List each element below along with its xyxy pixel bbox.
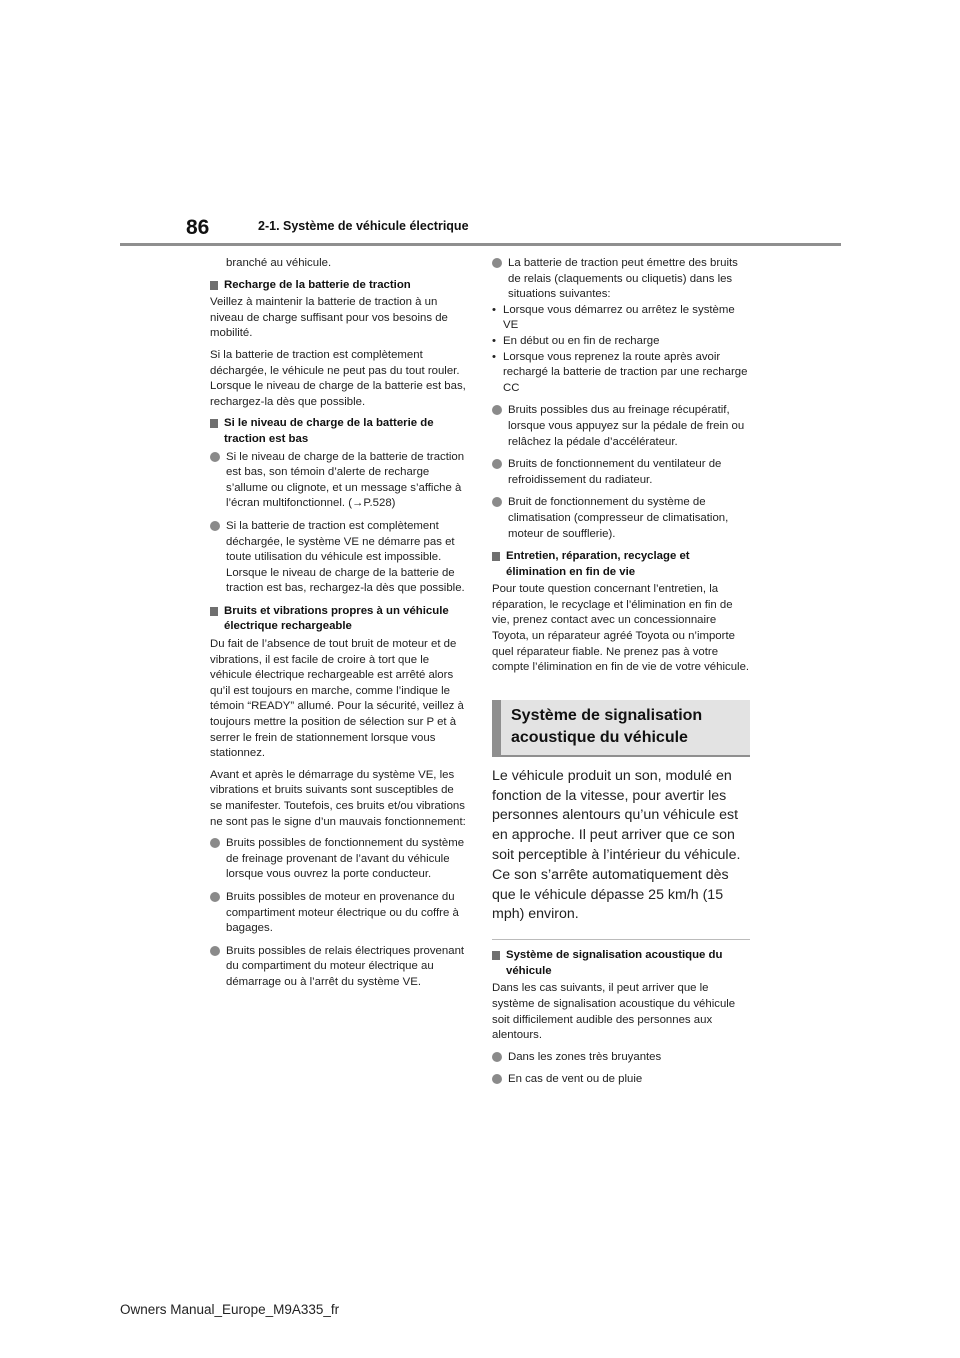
- section-intro: Le véhicule produit un son, modulé en fonction de la vitesse, pour avertir les personnes alentours qu’un véhicule est en approche. Il peut arriver que ce son soit perceptible à l’intérieur du véhicule. Ce son s’arrête automatiquement dès que le véhicule dépasse 25 km/h (15 mph) environ.: [492, 767, 741, 923]
- header-divider: [120, 243, 841, 246]
- continued-text: branché au véhicule.: [226, 257, 332, 269]
- footer-doc-id: Owners Manual_Europe_M9A335_fr: [120, 1302, 340, 1317]
- round-bullet-icon: [492, 497, 502, 507]
- round-bullet-icon: [492, 405, 502, 415]
- dash-bullet-icon: •: [492, 334, 496, 347]
- bullet-item: Bruits possibles de moteur en provenance du compartiment moteur électrique ou du coffre à bagages.: [210, 890, 468, 937]
- dash-item: • En début ou en fin de recharge: [492, 334, 750, 350]
- bullet-item: En cas de vent ou de pluie: [492, 1072, 750, 1088]
- paragraph: Avant et après le démarrage du système VE, les vibrations et bruits suivants sont susceptibles de se manifester. Toutefois, ces bruits et/ou vibrations ne sont pas le signe d’un mauvais fonctionnement:: [210, 768, 466, 828]
- bullet-item: Si la batterie de traction est complètement déchargée, le système VE ne démarre pas et toute utilisation du véhicule est impossible. Lorsque le niveau de charge de la batterie de traction est bas, rechargez-la dès que possible.: [210, 519, 468, 597]
- paragraph: Veillez à maintenir la batterie de traction à un niveau de charge suffisant pour vos besoins de mobilité.: [210, 296, 448, 340]
- round-bullet-icon: [210, 452, 220, 462]
- square-bullet-icon: [210, 419, 218, 428]
- bullet-item: Bruits de fonctionnement du ventilateur de refroidissement du radiateur.: [492, 457, 750, 488]
- bullet-item: Dans les zones très bruyantes: [492, 1050, 750, 1066]
- subheading-maintenance: Entretien, réparation, recyclage et élimination en fin de vie: [492, 549, 750, 580]
- subheading-recharge: Recharge de la batterie de traction: [210, 278, 468, 294]
- bullet-item: Bruits possibles dus au freinage récupératif, lorsque vous appuyez sur la pédale de frein ou relâchez la pédale d’accélérateur.: [492, 403, 750, 450]
- square-bullet-icon: [210, 281, 218, 290]
- subheading-low-charge: Si le niveau de charge de la batterie de traction est bas: [210, 416, 468, 447]
- round-bullet-icon: [492, 1052, 502, 1062]
- round-bullet-icon: [210, 946, 220, 956]
- section-header-title: 2-1. Système de véhicule électrique: [258, 219, 469, 233]
- round-bullet-icon: [492, 459, 502, 469]
- paragraph: Du fait de l’absence de tout bruit de moteur et de vibrations, il est facile de croire à tort que le véhicule électrique rechargeable est arrêté alors qu’il est toujours en marche, comme l’indique le témoin “READY” allumé. Pour la sécurité, veillez à toujours mettre la position de sélection sur P et à serrer le frein de stationnement lorsque vous stationnez.: [210, 638, 464, 760]
- divider: [492, 939, 750, 940]
- subheading-noises: Bruits et vibrations propres à un véhicule électrique rechargeable: [210, 604, 468, 635]
- square-bullet-icon: [210, 607, 218, 616]
- bullet-item: Bruits possibles de fonctionnement du système de freinage provenant de l’avant du véhicule lorsque vous ouvrez la porte conducteur.: [210, 836, 468, 883]
- round-bullet-icon: [210, 521, 220, 531]
- paragraph: Dans les cas suivants, il peut arriver que le système de signalisation acoustique du véhicule soit difficilement audible des personnes aux alentours.: [492, 982, 736, 1042]
- right-column: [492, 256, 750, 1095]
- round-bullet-icon: [492, 1074, 502, 1084]
- paragraph: Pour toute question concernant l’entretien, la réparation, le recyclage et l’élimination en fin de vie, prenez contact avec un concessionnaire Toyota, un réparateur agréé Toyota ou n’importe quel réparateur fiable. Ne prenez pas à votre compte l’élimination en fin de vie de votre véhicule.: [492, 583, 750, 674]
- bullet-item: Si le niveau de charge de la batterie de traction est bas, son témoin d’alerte de recharge s’allume ou clignote, et un message s’affiche à l’écran multifonctionnel. (→P.528): [210, 450, 468, 512]
- round-bullet-icon: [210, 892, 220, 902]
- round-bullet-icon: [210, 838, 220, 848]
- bullet-item: La batterie de traction peut émettre des bruits de relais (claquements ou cliquetis) dans les situations suivantes: • Lorsque vous démarrez ou arrêtez le système VE • En début ou en fin de recharge • Lorsque vous reprenez la route après avoir rechargé la batterie de traction par une recharge CC: [492, 256, 750, 396]
- dash-item: • Lorsque vous reprenez la route après avoir rechargé la batterie de traction par une recharge CC: [492, 350, 748, 394]
- dash-bullet-icon: •: [492, 303, 496, 316]
- dash-bullet-icon: •: [492, 350, 496, 363]
- subheading-acoustic: Système de signalisation acoustique du véhicule: [492, 948, 750, 979]
- square-bullet-icon: [492, 951, 500, 960]
- round-bullet-icon: [492, 258, 502, 268]
- bullet-item: Bruits possibles de relais électriques provenant du compartiment du moteur électrique au démarrage ou à l’arrêt du système VE.: [210, 944, 468, 991]
- section-title-box: Système de signalisation acoustique du véhicule: [492, 700, 750, 757]
- bullet-item: Bruit de fonctionnement du système de climatisation (compresseur de climatisation, moteur de soufflerie).: [492, 495, 750, 542]
- page-number: 86: [186, 216, 210, 239]
- paragraph: Si la batterie de traction est complètement déchargée, le véhicule ne peut pas du tout rouler. Lorsque le niveau de charge de la batterie est bas, rechargez-la dès que possible.: [210, 348, 466, 408]
- square-bullet-icon: [492, 552, 500, 561]
- left-column: [210, 256, 468, 998]
- dash-item: • Lorsque vous démarrez ou arrêtez le système VE: [492, 303, 735, 332]
